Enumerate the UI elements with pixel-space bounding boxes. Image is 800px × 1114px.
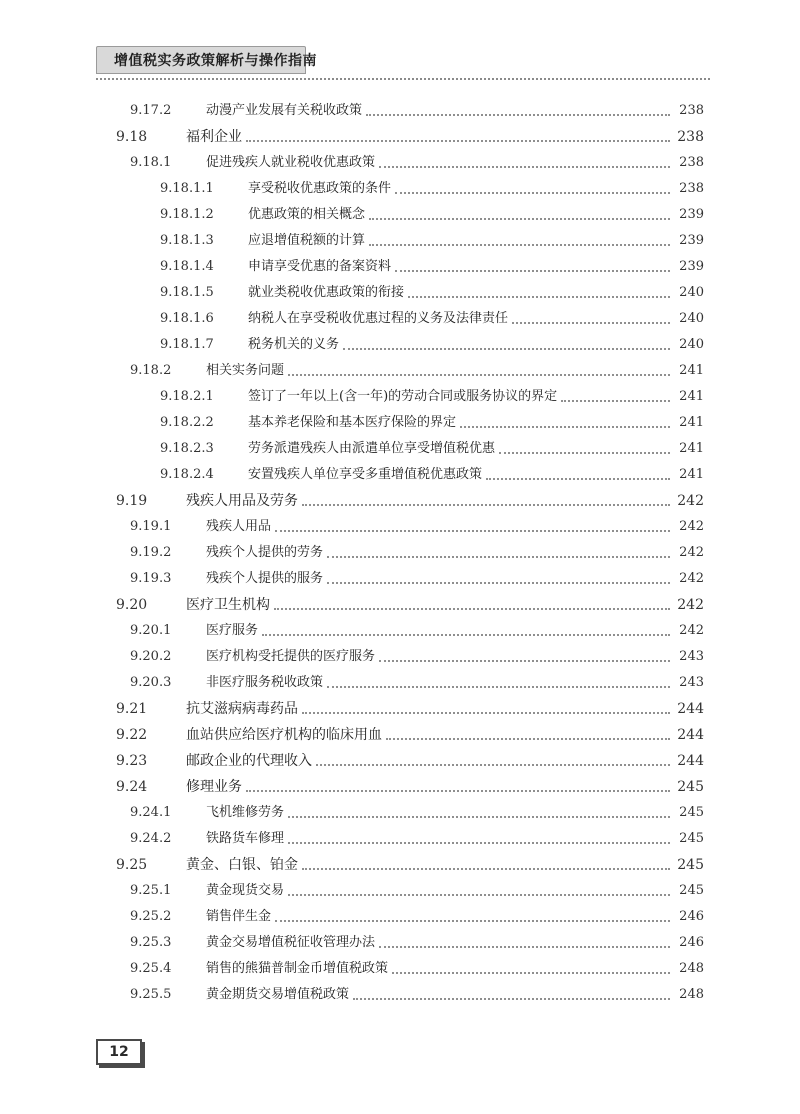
toc-entry-title: 就业类税收优惠政策的衔接	[248, 285, 405, 300]
toc-entry	[130, 800, 704, 822]
toc-entry-page: 245	[679, 805, 704, 820]
toc-entry-page: 245	[679, 883, 704, 898]
toc-entry-page: 243	[679, 675, 704, 690]
dot-leader	[275, 920, 670, 922]
toc-entry-number: 9.25.1	[130, 883, 172, 898]
toc-entry-page: 246	[679, 909, 704, 924]
toc-entry-number: 9.18.1.2	[160, 207, 214, 222]
toc-entry-page: 243	[679, 649, 704, 664]
book-title: 增值税实务政策解析与操作指南	[114, 53, 317, 69]
dot-leader	[460, 426, 670, 428]
toc-entry-page: 244	[677, 753, 704, 769]
toc-entry	[160, 436, 704, 458]
toc-entry-title: 非医疗服务税收政策	[206, 675, 324, 690]
toc-entry	[160, 280, 704, 302]
toc-entry-page: 242	[679, 623, 704, 638]
toc-entry	[160, 462, 704, 484]
toc-entry	[160, 254, 704, 276]
dot-leader	[512, 322, 670, 324]
toc-entry-title: 残疾个人提供的劳务	[206, 545, 324, 560]
toc-entry-number: 9.18.2.1	[160, 389, 214, 404]
toc-entry-title: 福利企业	[186, 129, 242, 145]
toc-entry-title: 医疗机构受托提供的医疗服务	[206, 649, 376, 664]
toc-entry-number: 9.25.3	[130, 935, 172, 950]
toc-entry-title: 残疾个人提供的服务	[206, 571, 324, 586]
dot-leader	[246, 140, 670, 142]
toc-entry-title: 纳税人在享受税收优惠过程的义务及法律责任	[248, 311, 509, 326]
dot-leader	[288, 894, 670, 896]
toc-entry-title: 安置残疾人单位享受多重增值税优惠政策	[248, 467, 483, 482]
toc-entry-page: 245	[679, 831, 704, 846]
dot-leader	[369, 244, 670, 246]
toc-entry	[116, 696, 704, 718]
toc-entry	[130, 878, 704, 900]
toc-entry	[130, 670, 704, 692]
toc-entry-number: 9.18.1.3	[160, 233, 214, 248]
toc-entry-number: 9.24	[116, 779, 148, 795]
toc-entry-page: 248	[679, 987, 704, 1002]
toc-entry-title: 黄金期货交易增值税政策	[206, 987, 350, 1002]
dot-leader	[386, 738, 670, 740]
toc-entry	[160, 228, 704, 250]
toc-entry-page: 245	[677, 779, 704, 795]
toc-entry	[130, 644, 704, 666]
toc-entry-number: 9.18.1.7	[160, 337, 214, 352]
toc-entry-title: 医疗服务	[206, 623, 259, 638]
toc-entry	[116, 592, 704, 614]
toc-entry	[116, 852, 704, 874]
toc-entry-page: 242	[679, 571, 704, 586]
toc-entry-number: 9.25.2	[130, 909, 172, 924]
toc-entry-title: 销售的熊猫普制金币增值税政策	[206, 961, 389, 976]
page-number-box	[96, 1039, 142, 1065]
toc-entry	[116, 722, 704, 744]
dot-leader	[499, 452, 670, 454]
dot-leader	[262, 634, 670, 636]
toc-entry-page: 240	[679, 285, 704, 300]
toc-entry	[160, 202, 704, 224]
toc-entry	[116, 124, 704, 146]
toc-entry-page: 238	[679, 155, 704, 170]
toc-entry-number: 9.18.1	[130, 155, 172, 170]
toc-entry-number: 9.19	[116, 493, 148, 509]
toc-entry-page: 248	[679, 961, 704, 976]
dot-leader	[327, 686, 670, 688]
dot-leader	[486, 478, 670, 480]
toc-entry-title: 促进残疾人就业税收优惠政策	[206, 155, 376, 170]
toc-entry-number: 9.19.1	[130, 519, 172, 534]
toc-entry-title: 铁路货车修理	[206, 831, 285, 846]
toc-entry-title: 优惠政策的相关概念	[248, 207, 366, 222]
toc-entry	[130, 150, 704, 172]
toc-entry-title: 抗艾滋病病毒药品	[186, 701, 298, 717]
header-divider	[96, 78, 710, 80]
toc-entry-page: 241	[679, 389, 704, 404]
toc-entry-number: 9.25.5	[130, 987, 172, 1002]
toc-entry-number: 9.18	[116, 129, 148, 145]
toc-entry-title: 相关实务问题	[206, 363, 285, 378]
toc-entry-title: 签订了一年以上(含一年)的劳动合同或服务协议的界定	[248, 389, 558, 404]
toc-entry-number: 9.18.2.4	[160, 467, 214, 482]
toc-entry	[130, 566, 704, 588]
toc-entry-title: 血站供应给医疗机构的临床用血	[186, 727, 382, 743]
toc-entry	[130, 618, 704, 640]
dot-leader	[379, 660, 670, 662]
toc-entry-title: 黄金现货交易	[206, 883, 285, 898]
toc-entry-page: 242	[679, 545, 704, 560]
toc-entry-number: 9.18.2	[130, 363, 172, 378]
toc-entry-title: 残疾人用品及劳务	[186, 493, 298, 509]
dot-leader	[302, 712, 670, 714]
dot-leader	[353, 998, 670, 1000]
toc-entry	[130, 358, 704, 380]
toc-entry-number: 9.19.2	[130, 545, 172, 560]
toc-entry-number: 9.20.3	[130, 675, 172, 690]
toc-entry-title: 医疗卫生机构	[186, 597, 270, 613]
toc-entry-title: 邮政企业的代理收入	[186, 753, 312, 769]
toc-entry-page: 239	[679, 207, 704, 222]
toc-entry-page: 244	[677, 727, 704, 743]
dot-leader	[302, 868, 670, 870]
dot-leader	[395, 270, 670, 272]
toc-entry-title: 黄金交易增值税征收管理办法	[206, 935, 376, 950]
dot-leader	[288, 842, 670, 844]
toc-entry-page: 238	[679, 103, 704, 118]
dot-leader	[392, 972, 670, 974]
toc-entry	[130, 956, 704, 978]
toc-entry-number: 9.19.3	[130, 571, 172, 586]
toc-entry-title: 修理业务	[186, 779, 242, 795]
toc-entry-page: 239	[679, 259, 704, 274]
toc-entry-title: 销售伴生金	[206, 909, 272, 924]
toc-entry	[160, 384, 704, 406]
toc-entry-title: 飞机维修劳务	[206, 805, 285, 820]
toc-entry	[160, 306, 704, 328]
toc-entry-page: 241	[679, 441, 704, 456]
toc-entry-title: 动漫产业发展有关税收政策	[206, 103, 363, 118]
toc-entry-title: 应退增值税额的计算	[248, 233, 366, 248]
dot-leader	[561, 400, 670, 402]
toc-entry-page: 241	[679, 363, 704, 378]
toc-entry-title: 申请享受优惠的备案资料	[248, 259, 392, 274]
toc-entry	[160, 332, 704, 354]
page-number: 12	[109, 1044, 129, 1060]
dot-leader	[316, 764, 670, 766]
toc-entry	[116, 774, 704, 796]
toc-entry-number: 9.18.1.6	[160, 311, 214, 326]
toc-entry-title: 税务机关的义务	[248, 337, 340, 352]
toc-entry	[160, 410, 704, 432]
toc-entry-page: 241	[679, 415, 704, 430]
dot-leader	[246, 790, 670, 792]
toc-entry	[130, 98, 704, 120]
dot-leader	[275, 530, 670, 532]
dot-leader	[343, 348, 670, 350]
dot-leader	[327, 556, 670, 558]
toc-entry-page: 242	[677, 597, 704, 613]
toc-entry-title: 基本养老保险和基本医疗保险的界定	[248, 415, 457, 430]
toc-entry-page: 241	[679, 467, 704, 482]
dot-leader	[395, 192, 670, 194]
toc-entry-number: 9.24.1	[130, 805, 172, 820]
toc-entry-number: 9.20	[116, 597, 148, 613]
toc-entry-number: 9.21	[116, 701, 148, 717]
toc-entry	[160, 176, 704, 198]
toc-entry-number: 9.24.2	[130, 831, 172, 846]
toc-entry-page: 238	[679, 181, 704, 196]
toc-entry-page: 238	[677, 129, 704, 145]
dot-leader	[327, 582, 670, 584]
dot-leader	[274, 608, 670, 610]
toc-entry-page: 240	[679, 337, 704, 352]
toc-entry-page: 240	[679, 311, 704, 326]
toc-entry	[130, 930, 704, 952]
toc-entry-title: 享受税收优惠政策的条件	[248, 181, 392, 196]
toc-entry-page: 246	[679, 935, 704, 950]
dot-leader	[379, 166, 670, 168]
toc-entry-number: 9.18.2.2	[160, 415, 214, 430]
toc-entry-page: 244	[677, 701, 704, 717]
toc-entry-page: 242	[677, 493, 704, 509]
toc-entry	[130, 982, 704, 1004]
toc-entry	[130, 904, 704, 926]
toc-entry-number: 9.18.1.5	[160, 285, 214, 300]
toc-entry-page: 239	[679, 233, 704, 248]
dot-leader	[288, 816, 670, 818]
toc-entry-title: 黄金、白银、铂金	[186, 857, 298, 873]
dot-leader	[366, 114, 670, 116]
dot-leader	[408, 296, 670, 298]
toc-entry-title: 劳务派遣残疾人由派遣单位享受增值税优惠	[248, 441, 496, 456]
toc-entry	[116, 488, 704, 510]
toc-entry-number: 9.18.1.4	[160, 259, 214, 274]
toc-entry	[130, 540, 704, 562]
toc-entry-number: 9.25	[116, 857, 148, 873]
toc-entry-number: 9.17.2	[130, 103, 172, 118]
toc-entry-number: 9.22	[116, 727, 148, 743]
dot-leader	[302, 504, 670, 506]
toc-entry	[116, 748, 704, 770]
toc-entry-page: 245	[677, 857, 704, 873]
toc-entry-number: 9.18.2.3	[160, 441, 214, 456]
toc-entry-page: 242	[679, 519, 704, 534]
toc-entry	[130, 826, 704, 848]
toc-entry-number: 9.23	[116, 753, 148, 769]
dot-leader	[369, 218, 670, 220]
toc-entry-number: 9.25.4	[130, 961, 172, 976]
toc-entry-number: 9.20.2	[130, 649, 172, 664]
dot-leader	[288, 374, 670, 376]
toc-entry	[130, 514, 704, 536]
toc-entry-number: 9.20.1	[130, 623, 172, 638]
dot-leader	[379, 946, 670, 948]
toc-entry-number: 9.18.1.1	[160, 181, 214, 196]
toc-entry-title: 残疾人用品	[206, 519, 272, 534]
